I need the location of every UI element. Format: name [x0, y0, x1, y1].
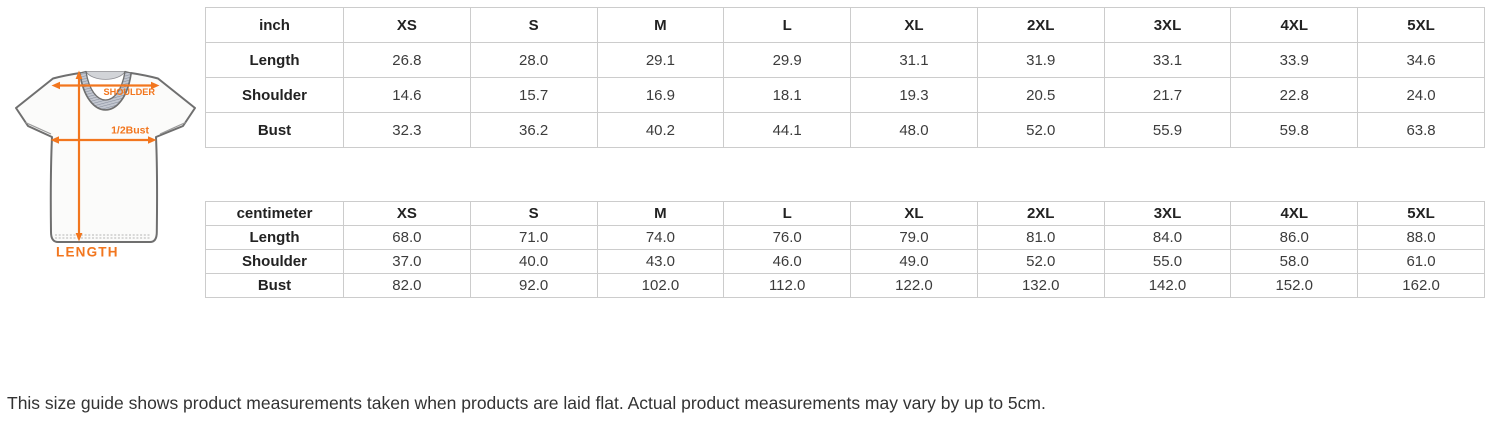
measurement-value: 20.5 — [977, 78, 1104, 113]
measurement-value: 63.8 — [1358, 113, 1485, 148]
measurement-label: Shoulder — [206, 78, 344, 113]
measurement-value: 43.0 — [597, 250, 724, 274]
measurement-value: 92.0 — [470, 274, 597, 298]
size-column-header: L — [724, 8, 851, 43]
measurement-label: Shoulder — [206, 250, 344, 274]
measurement-value: 29.1 — [597, 43, 724, 78]
measurement-value: 68.0 — [344, 226, 471, 250]
half-bust-arrow-label: 1/2Bust — [111, 124, 149, 137]
collar-inner-back — [86, 72, 125, 80]
size-column-header: M — [597, 8, 724, 43]
size-header-row — [206, 8, 1485, 43]
measurement-value: 52.0 — [977, 250, 1104, 274]
measurement-row — [206, 113, 1485, 148]
measurement-value: 152.0 — [1231, 274, 1358, 298]
unit-label: centimeter — [206, 202, 344, 226]
measurement-value: 81.0 — [977, 226, 1104, 250]
size-table-centimeter — [205, 201, 1485, 298]
measurement-value: 132.0 — [977, 274, 1104, 298]
size-column-header: 2XL — [977, 8, 1104, 43]
measurement-value: 22.8 — [1231, 78, 1358, 113]
measurement-value: 88.0 — [1358, 226, 1485, 250]
shoulder-arrow-label: SHOULDER — [103, 87, 155, 97]
measurement-value: 142.0 — [1104, 274, 1231, 298]
measurement-value: 44.1 — [724, 113, 851, 148]
measurement-value: 82.0 — [344, 274, 471, 298]
measurement-value: 49.0 — [851, 250, 978, 274]
tshirt-measurement-diagram — [8, 64, 203, 266]
measurement-value: 122.0 — [851, 274, 978, 298]
length-arrow-label: LENGTH — [56, 244, 119, 260]
size-column-header: L — [724, 202, 851, 226]
measurement-value: 32.3 — [344, 113, 471, 148]
measurement-value: 46.0 — [724, 250, 851, 274]
measurement-label: Length — [206, 226, 344, 250]
measurement-value: 33.1 — [1104, 43, 1231, 78]
size-table-inch — [205, 7, 1485, 148]
measurement-value: 28.0 — [470, 43, 597, 78]
measurement-value: 86.0 — [1231, 226, 1358, 250]
size-column-header: XS — [344, 8, 471, 43]
measurement-value: 14.6 — [344, 78, 471, 113]
measurement-value: 31.1 — [851, 43, 978, 78]
size-column-header: 3XL — [1104, 202, 1231, 226]
measurement-value: 26.8 — [344, 43, 471, 78]
size-column-header: M — [597, 202, 724, 226]
measurement-value: 16.9 — [597, 78, 724, 113]
measurement-value: 61.0 — [1358, 250, 1485, 274]
measurement-value: 37.0 — [344, 250, 471, 274]
measurement-row — [206, 43, 1485, 78]
size-guide-note: This size guide shows product measurements taken when products are laid flat. Actual product measurements may vary by up to 5cm. — [7, 393, 1046, 413]
measurement-value: 48.0 — [851, 113, 978, 148]
measurement-row — [206, 274, 1485, 298]
measurement-value: 84.0 — [1104, 226, 1231, 250]
measurement-value: 40.0 — [470, 250, 597, 274]
size-column-header: 3XL — [1104, 8, 1231, 43]
unit-label: inch — [206, 8, 344, 43]
measurement-value: 34.6 — [1358, 43, 1485, 78]
measurement-label: Length — [206, 43, 344, 78]
measurement-value: 29.9 — [724, 43, 851, 78]
measurement-value: 18.1 — [724, 78, 851, 113]
size-column-header: XS — [344, 202, 471, 226]
measurement-value: 36.2 — [470, 113, 597, 148]
size-column-header: XL — [851, 8, 978, 43]
measurement-value: 162.0 — [1358, 274, 1485, 298]
measurement-value: 21.7 — [1104, 78, 1231, 113]
size-column-header: 5XL — [1358, 8, 1485, 43]
size-column-header: 5XL — [1358, 202, 1485, 226]
measurement-value: 59.8 — [1231, 113, 1358, 148]
size-header-row — [206, 202, 1485, 226]
measurement-value: 74.0 — [597, 226, 724, 250]
measurement-value: 40.2 — [597, 113, 724, 148]
measurement-value: 55.9 — [1104, 113, 1231, 148]
measurement-value: 24.0 — [1358, 78, 1485, 113]
measurement-value: 19.3 — [851, 78, 978, 113]
size-column-header: 4XL — [1231, 202, 1358, 226]
measurement-value: 33.9 — [1231, 43, 1358, 78]
size-column-header: S — [470, 202, 597, 226]
size-column-header: 4XL — [1231, 8, 1358, 43]
measurement-row — [206, 226, 1485, 250]
measurement-value: 102.0 — [597, 274, 724, 298]
measurement-row — [206, 78, 1485, 113]
measurement-row — [206, 250, 1485, 274]
measurement-label: Bust — [206, 274, 344, 298]
size-column-header: S — [470, 8, 597, 43]
tshirt-body-outline — [16, 73, 195, 242]
measurement-label: Bust — [206, 113, 344, 148]
measurement-value: 15.7 — [470, 78, 597, 113]
measurement-value: 31.9 — [977, 43, 1104, 78]
measurement-value: 112.0 — [724, 274, 851, 298]
measurement-value: 52.0 — [977, 113, 1104, 148]
size-column-header: XL — [851, 202, 978, 226]
measurement-value: 71.0 — [470, 226, 597, 250]
measurement-value: 76.0 — [724, 226, 851, 250]
size-column-header: 2XL — [977, 202, 1104, 226]
measurement-value: 58.0 — [1231, 250, 1358, 274]
measurement-value: 55.0 — [1104, 250, 1231, 274]
measurement-value: 79.0 — [851, 226, 978, 250]
